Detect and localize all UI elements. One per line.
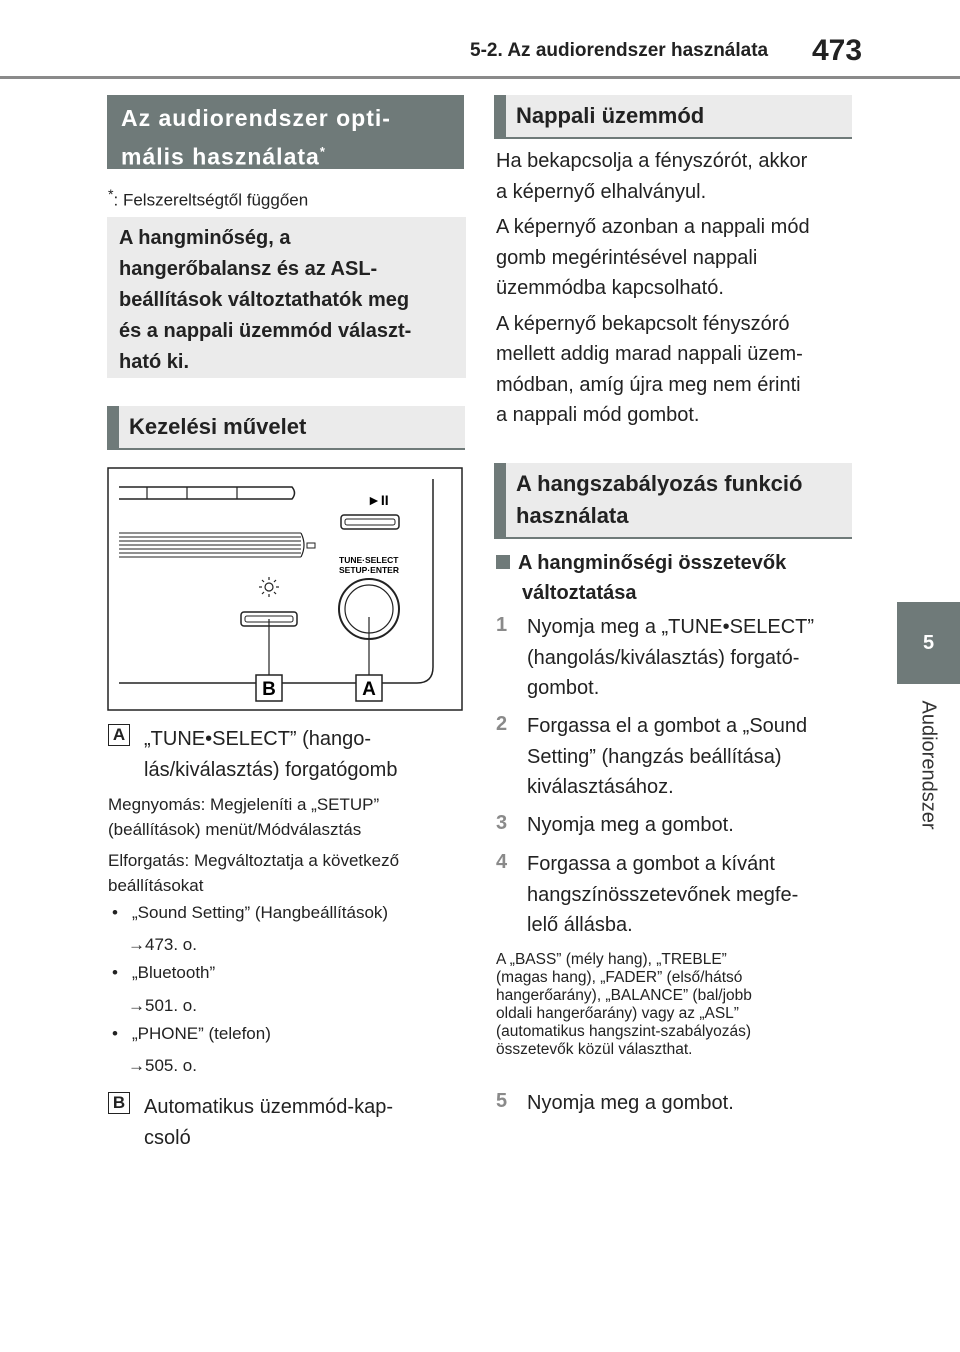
step-line: hangszínösszetevőnek megfe-: [527, 883, 799, 906]
item-b-line2: csoló: [144, 1126, 191, 1149]
page-ref: [128, 932, 197, 957]
sub-heading: [496, 548, 786, 608]
summary-line: ható ki.: [119, 351, 190, 373]
day-line: mellett addig marad nappali üzem-: [496, 343, 803, 365]
cd-slot-stripes: [119, 533, 301, 557]
footnote-star: *: [108, 187, 114, 203]
note-line: oldali hangerőarány) vagy az „ASL”: [496, 1005, 739, 1022]
day-line: A képernyő azonban a nappali mód: [496, 216, 810, 238]
step-5-text: Nyomja meg a gombot.: [527, 1092, 734, 1114]
step-number: 1: [496, 614, 508, 636]
page-ref: [128, 993, 197, 1018]
summary-line: hangerőbalansz és az ASL-: [119, 258, 378, 280]
summary-line: és a nappali üzemmód választ-: [119, 320, 412, 342]
bullet-text: „PHONE” (telefon): [132, 1024, 271, 1043]
rotate-line1: Elforgatás: Megváltoztatja a következő: [108, 851, 400, 870]
bullet-dot: •: [112, 963, 118, 982]
arrow-icon: →: [128, 1056, 145, 1075]
day-line: a képernyő elhalványul.: [496, 180, 707, 203]
bullet-dot: •: [112, 1024, 118, 1043]
bullet-item: [112, 960, 215, 985]
main-heading-star: *: [319, 144, 326, 159]
step-number: 5: [496, 1090, 508, 1112]
arrow-icon: →: [128, 996, 145, 1015]
day-line: A képernyő bekapcsolt fényszóró: [496, 312, 790, 335]
step-number: 4: [496, 851, 508, 873]
section-title: 5-2. Az audiorendszer használata: [470, 40, 769, 61]
page-ref: [128, 1053, 197, 1078]
chapter-tab: [897, 602, 960, 684]
ops-heading: Kezelési művelet: [107, 406, 465, 450]
sub-heading-line1: A hangminőségi összetevők: [518, 552, 787, 574]
step-line: gombot.: [527, 677, 600, 699]
diagram-frame: [108, 468, 462, 710]
day-line: gomb megérintésével nappali: [496, 246, 758, 269]
step-number: 2: [496, 713, 508, 735]
note-line: (automatikus hangszint-szabályozás): [496, 1023, 752, 1040]
page-ref-text: 505. o.: [145, 1056, 197, 1075]
component-note: [496, 951, 752, 1059]
sub-heading-line2: változtatása: [522, 582, 637, 604]
chapter-label: Audiorendszer: [917, 700, 940, 830]
note-line: A „BASS” (mély hang), „TREBLE”: [496, 951, 727, 968]
step-text: [527, 849, 798, 941]
tone-heading: [494, 463, 852, 539]
day-para-2: [496, 212, 856, 304]
day-mode-heading: Nappali üzemmód: [494, 95, 852, 139]
note-line: összetevők közül választhat.: [496, 1041, 693, 1058]
item-a-line2: lás/kiválasztás) forgatógomb: [144, 758, 398, 781]
day-line: üzemmódba kapcsolható.: [496, 277, 724, 299]
rotate-line2: beállításokat: [108, 876, 204, 895]
rotate-note: [108, 848, 399, 898]
step-line: lelő állásba.: [527, 914, 633, 936]
audio-panel-diagram: [107, 467, 463, 711]
note-line: (magas hang), „FADER” (első/hátsó: [496, 969, 743, 986]
step-line: Nyomja meg a „TUNE•SELECT”: [527, 616, 815, 638]
page-ref-text: 501. o.: [145, 996, 197, 1015]
day-line: Ha bekapcsolja a fényszórót, akkor: [496, 150, 808, 172]
main-heading: [107, 95, 464, 169]
item-b-text: [144, 1092, 393, 1153]
press-line1: Megnyomás: Megjeleníti a „SETUP”: [108, 795, 380, 814]
bullet-dot: •: [112, 903, 118, 922]
summary-line: A hangminőség, a: [119, 227, 291, 249]
day-mode-text: [496, 146, 856, 431]
step-line: Setting” (hangzás beállítása): [527, 745, 782, 768]
tone-heading-line1: A hangszabályozás funkció: [516, 471, 803, 496]
step-line: Forgassa el a gombot a „Sound: [527, 715, 808, 737]
summary-line: beállítások változtathatók meg: [119, 289, 410, 311]
footnote: [108, 183, 308, 213]
bullet-text: „Sound Setting” (Hangbeállítások): [132, 903, 389, 922]
day-para-3: [496, 309, 856, 431]
bullet-item: [112, 1021, 271, 1046]
main-heading-line1: Az audiorendszer opti-: [121, 105, 391, 131]
arrow-icon: →: [128, 935, 145, 954]
day-line: módban, amíg újra meg nem érinti: [496, 373, 801, 396]
item-a-line1: „TUNE•SELECT” (hango-: [144, 728, 372, 750]
step-text: [527, 810, 734, 841]
chapter-number: 5: [922, 631, 935, 654]
step-line: Nyomja meg a gombot.: [527, 814, 734, 836]
step-line: kiválasztásához.: [527, 776, 674, 798]
step-text: [527, 612, 814, 704]
bullet-item: [112, 900, 388, 925]
knob-label-1: TUNE·SELECT: [339, 555, 399, 565]
tone-heading-line2: használata: [516, 503, 629, 528]
chapter-label-wrap: [893, 690, 960, 840]
footnote-text: : Felszereltségtől függően: [113, 190, 309, 210]
step-line: (hangolás/kiválasztás) forgató-: [527, 646, 800, 669]
main-heading-line2: mális használata: [121, 143, 320, 170]
knob-label-2: SETUP·ENTER: [339, 565, 399, 575]
note-line: hangerőarány), „BALANCE” (bal/jobb: [496, 987, 752, 1004]
header-divider: [0, 76, 960, 79]
item-a-letter: A: [108, 724, 130, 746]
day-line: a nappali mód gombot.: [496, 404, 700, 426]
callout-a: A: [362, 679, 376, 700]
step-line: Forgassa a gombot a kívánt: [527, 853, 775, 875]
day-para-1: [496, 146, 856, 207]
bullet-text: „Bluetooth”: [132, 963, 216, 982]
press-line2: (beállítások) menüt/Módválasztás: [108, 820, 362, 839]
step-text: [527, 711, 807, 803]
page-number: 473: [812, 34, 863, 67]
square-bullet-icon: [496, 555, 510, 569]
item-b-line1: Automatikus üzemmód-kap-: [144, 1096, 393, 1118]
callout-b: B: [262, 679, 276, 700]
press-note: [108, 792, 379, 842]
play-pause-icon: ►II: [367, 492, 389, 508]
summary-box: [107, 217, 466, 378]
item-b-letter: B: [108, 1092, 130, 1114]
page-ref-text: 473. o.: [145, 935, 197, 954]
step-number: 3: [496, 812, 508, 834]
item-a-text: [144, 724, 397, 785]
